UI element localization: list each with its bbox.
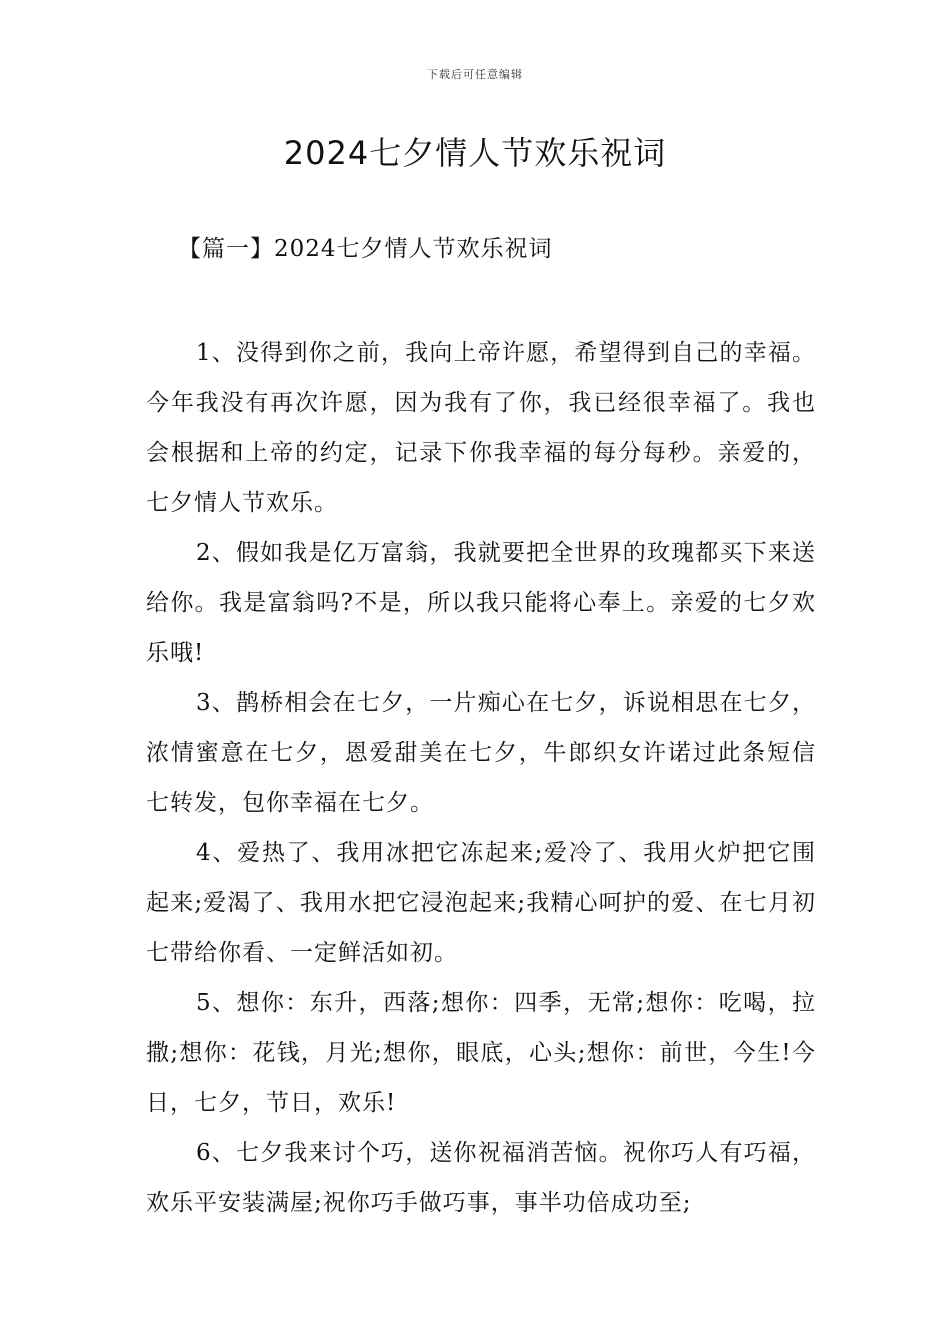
paragraph: 4、爱热了、我用冰把它冻起来;爱冷了、我用火炉把它围起来;爱渴了、我用水把它浸泡起来;我精心呵护的爱、在七月初七带给你看、一定鲜活如初。 [146,840,816,966]
section-heading: 【篇一】2024七夕情人节欢乐祝词 [178,236,553,262]
document-body [146,328,816,1228]
header-note: 下载后可任意编辑 [427,68,523,81]
paragraph: 1、没得到你之前，我向上帝许愿，希望得到自己的幸福。今年我没有再次许愿，因为我有了你，我已经很幸福了。我也会根据和上帝的约定，记录下你我幸福的每分每秒。亲爱的，七夕情人节欢乐。 [146,340,816,516]
paragraph: 3、鹊桥相会在七夕，一片痴心在七夕，诉说相思在七夕，浓情蜜意在七夕，恩爱甜美在七夕，牛郎织女许诺过此条短信七转发，包你幸福在七夕。 [146,690,816,816]
document-title: 2024七夕情人节欢乐祝词 [283,134,667,172]
paragraph: 2、假如我是亿万富翁，我就要把全世界的玫瑰都买下来送给你。我是富翁吗?不是，所以我只能将心奉上。亲爱的七夕欢乐哦! [146,540,816,666]
paragraph: 5、想你：东升，西落;想你：四季，无常;想你：吃喝，拉撒;想你：花钱，月光;想你，眼底，心头;想你：前世，今生!今日，七夕，节日，欢乐! [146,990,816,1116]
paragraph: 6、七夕我来讨个巧，送你祝福消苦恼。祝你巧人有巧福，欢乐平安装满屋;祝你巧手做巧事，事半功倍成功至; [146,1140,816,1216]
